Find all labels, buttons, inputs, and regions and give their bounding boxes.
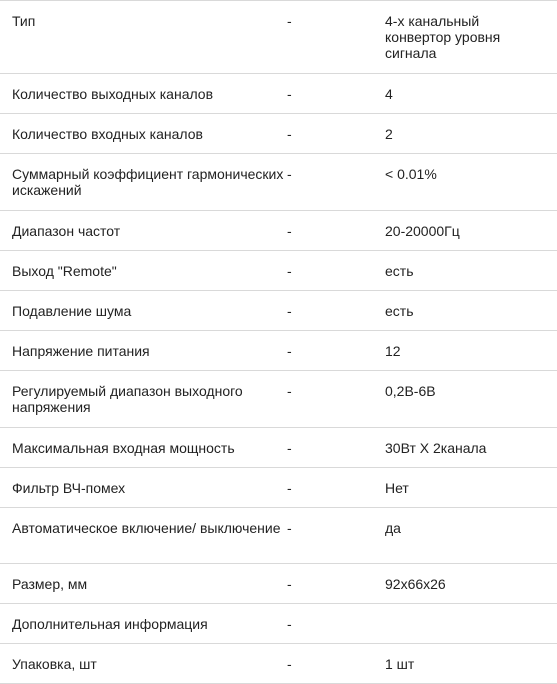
spec-row <box>0 468 557 508</box>
spec-unit: - <box>287 126 292 142</box>
spec-unit: - <box>287 520 292 536</box>
spec-row <box>0 508 557 564</box>
spec-name: Размер, мм <box>12 576 88 592</box>
spec-unit: - <box>287 13 292 29</box>
spec-name: Максимальная входная мощность <box>12 440 235 456</box>
spec-unit: - <box>287 86 292 102</box>
spec-value: 1 шт <box>385 656 415 672</box>
spec-name: Напряжение питания <box>12 343 150 359</box>
spec-value: есть <box>385 303 414 319</box>
spec-unit: - <box>287 166 292 182</box>
spec-row <box>0 371 557 428</box>
spec-name: Количество выходных каналов <box>12 86 214 102</box>
spec-unit: - <box>287 383 292 399</box>
spec-name: Регулируемый диапазон выходного напряжения <box>12 383 243 415</box>
spec-unit: - <box>287 480 292 496</box>
spec-name: Фильтр ВЧ-помех <box>12 480 126 496</box>
spec-name: Подавление шума <box>12 303 132 319</box>
spec-name: Диапазон частот <box>12 223 121 239</box>
spec-name: Количество входных каналов <box>12 126 203 142</box>
spec-unit: - <box>287 440 292 456</box>
spec-value: < 0.01% <box>385 166 437 182</box>
spec-value: 20-20000Гц <box>385 223 460 239</box>
spec-row <box>0 564 557 604</box>
spec-value: Нет <box>385 480 409 496</box>
spec-value: есть <box>385 263 414 279</box>
spec-name: Суммарный коэффициент гармонических искажений <box>12 166 284 198</box>
spec-name: Дополнительная информация <box>12 616 208 632</box>
spec-name: Упаковка, шт <box>12 656 97 672</box>
spec-name: Выход "Remote" <box>12 263 117 279</box>
spec-name: Автоматическое включение/ выключение <box>12 520 281 536</box>
spec-value: 4-х канальный конвертор уровня сигнала <box>385 13 501 61</box>
spec-value: 2 <box>385 126 393 142</box>
spec-row <box>0 428 557 468</box>
spec-row <box>0 154 557 211</box>
spec-unit: - <box>287 656 292 672</box>
spec-row <box>0 644 557 684</box>
spec-unit: - <box>287 223 292 239</box>
spec-row <box>0 114 557 154</box>
spec-row <box>0 1 557 74</box>
spec-unit: - <box>287 303 292 319</box>
spec-value <box>385 604 557 644</box>
spec-value: 92х66х26 <box>385 576 446 592</box>
spec-unit: - <box>287 263 292 279</box>
spec-row <box>0 251 557 291</box>
spec-value: 0,2В-6В <box>385 383 436 399</box>
spec-row <box>0 211 557 251</box>
spec-unit: - <box>287 576 292 592</box>
spec-value: 30Вт X 2канала <box>385 440 487 456</box>
spec-value: 12 <box>385 343 401 359</box>
spec-row <box>0 291 557 331</box>
spec-row <box>0 604 557 644</box>
spec-unit: - <box>287 616 292 632</box>
spec-unit: - <box>287 343 292 359</box>
spec-name: Тип <box>12 13 36 29</box>
specifications-body <box>0 1 557 684</box>
spec-value: 4 <box>385 86 393 102</box>
spec-row <box>0 331 557 371</box>
spec-value: да <box>385 520 401 536</box>
spec-row <box>0 74 557 114</box>
